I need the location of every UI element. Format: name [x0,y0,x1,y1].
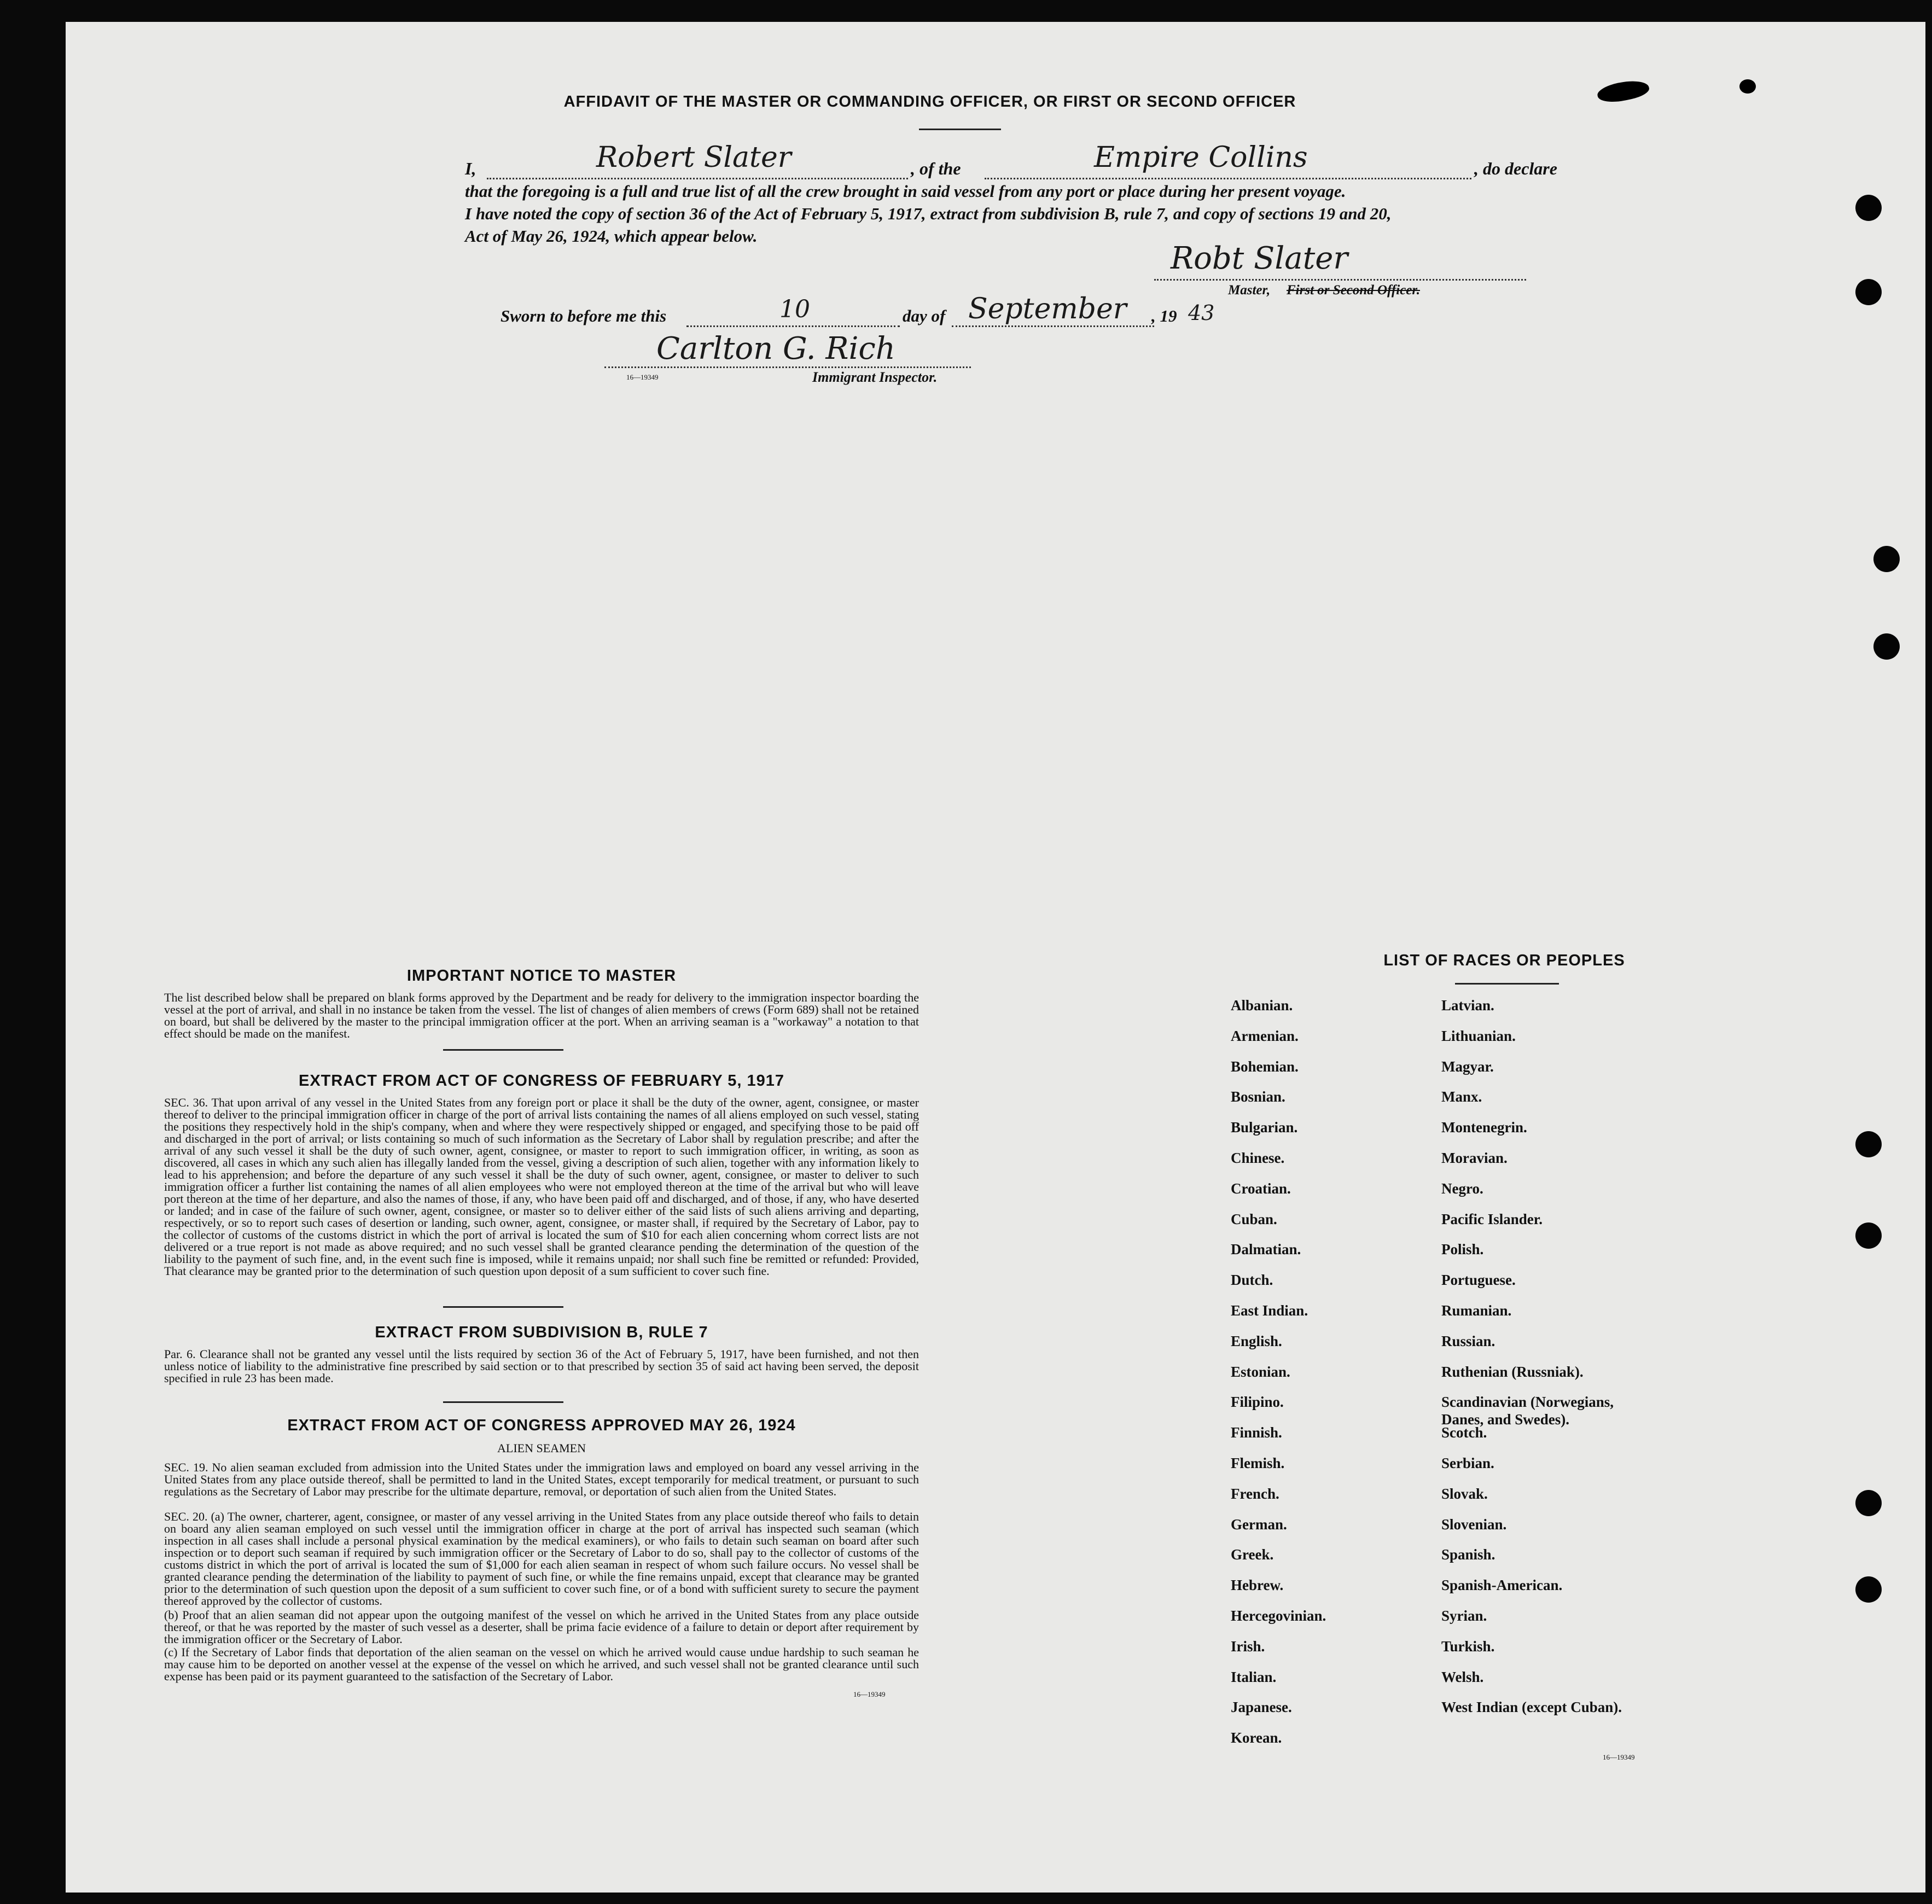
race-item: Serbian. [1441,1455,1494,1471]
notice-rule [443,1049,563,1051]
sec19-body: SEC. 19. No alien seaman excluded from admission into the United States under the immigration laws and employed on board any vessel arriving in the United States from any place outside thereof, shall be permitted to land in the United States, except temporarily for medical treatment, or pursuant to such regulations as the Secretary of Labor may prescribe for the ultimate departure, removal, or deportation of such alien from the United States. [164,1460,919,1498]
vessel-name-line [985,178,1471,179]
inspector-label: Immigrant Inspector. [812,369,938,385]
punch-hole [1855,1576,1882,1603]
race-item: Negro. [1441,1180,1483,1197]
race-item: Polish. [1441,1241,1484,1258]
punch-hole [1855,279,1882,305]
races-title: LIST OF RACES OR PEOPLES [1383,952,1625,969]
punch-hole [1873,633,1900,660]
sworn-month-line [952,325,1154,327]
sec20c-body: (c) If the Secretary of Labor finds that deportation of the alien seaman on the vessel on which he arrived would cause undue hardship to such seaman he may cause him to be deported on another vessel at the expense of the vessel on which he arrived, and such vessel shall not be granted clearance until such expense has been paid or its payment guaranteed to the satisfaction of the Secretary of Labor. [164,1645,919,1683]
races-rule [1455,983,1559,985]
race-item: Dalmatian. [1231,1241,1301,1258]
punch-hole [1855,1222,1882,1249]
master-signature-line [1154,279,1526,281]
master-name: Robert Slater [596,141,792,174]
race-item: Slovenian. [1441,1516,1507,1533]
punch-hole [1855,1490,1882,1516]
race-item: Pacific Islander. [1441,1210,1543,1227]
race-item: Bosnian. [1231,1088,1285,1105]
notice-body: The list described below shall be prepared on blank forms approved by the Department and be ready for delivery to the immigration inspector boarding the vessel at the port of arrival, and shall in no instance be taken from the vessel. The list of changes of alien members of crews (Form 689) shall not be retained on board, but shall be delivered by the master to the principal immigration officer at the port. When an arriving seaman is a "workaway" a notation to that effect should be made on the manifest. [164,991,919,1040]
inspector-signature-line [604,366,971,368]
extract-1917-title: EXTRACT FROM ACT OF CONGRESS OF FEBRUARY 5, 1917 [298,1072,785,1090]
sworn-year: 43 [1188,301,1215,325]
race-item: Scandinavian (Norwegians, [1441,1394,1614,1411]
ink-stain [1596,77,1651,106]
sworn-month: September [968,293,1127,325]
races-form-number: 16—19349 [1603,1753,1635,1761]
race-item: Turkish. [1441,1638,1495,1655]
race-item: West Indian (except Cuban). [1441,1699,1622,1716]
title-rule [919,129,1001,130]
race-item: Irish. [1231,1638,1265,1655]
sworn-label: Sworn to before me this [501,306,667,325]
race-item: Spanish. [1441,1546,1495,1563]
extract-1917-body: SEC. 36. That upon arrival of any vessel in the United States from any foreign port or place it shall be the duty of the owner, agent, consignee, or master thereof to deliver to the principal immigration officer in charge of the port of arrival lists containing the names of all aliens employed on such vessel, stating the positions they respectively hold in the ship's company, when and where they were respectively shipped or engaged, and specifying those to be paid off and discharged in the port of arrival; or lists containing so much of such information as the Secretary of Labor shall by regulation prescribe; and after the arrival of any such vessel it shall be the duty of such owner, agent, consignee, or master to report to such immigration officer, in writing, as soon as discovered, all cases in which any such alien has illegally landed from the vessel, giving a description of such alien, together with any information likely to lead to his apprehension; and before the departure of any such vessel it shall be the duty of such owner, agent, consignee, or master to deliver to such immigration officer a further list containing the names of all alien employees who were not employed thereon at the time of the arrival but who will leave port thereon at the time of her departure, and also the names of those, if any, who have been paid off and discharged, and of those, if any, who have deserted or landed; and in case of the failure of such owner, agent, consignee, or master so to deliver either of the said lists of such aliens arriving and departing, respectively, or so to report such cases of desertion or landing, such owner, agent, consignee, or master shall, if required by the Secretary of Labor, pay to the collector of customs of the customs district in which the port of arrival is located the sum of $10 for each alien concerning whom correct lists are not delivered or a true report is not made as above required; and no such vessel shall be granted clearance pending the determination of the question of the liability to the payment of such fine, and, in the event such fine is imposed, while it remains unpaid; nor shall such fine be remitted or refunded: Provided, That clearance may be granted prior to the determination of such question upon deposit of a sum sufficient to cover such fine. [164,1096,919,1278]
extract-form-number: 16—19349 [853,1690,886,1698]
race-item: Estonian. [1231,1363,1290,1380]
race-item: Hebrew. [1231,1577,1284,1594]
race-item: Chinese. [1231,1150,1285,1166]
sec20b-body: (b) Proof that an alien seaman did not appear upon the outgoing manifest of the vessel on which he arrived in the United States from any place outside thereof, or that he was reported by the master of such vessel as a deserter, shall be prima facie evidence of a failure to detain or deport after requirement by the immigration officer or the Secretary of Labor. [164,1608,919,1646]
race-item: Cuban. [1231,1210,1277,1227]
race-item: Welsh. [1441,1668,1484,1685]
race-item: Flemish. [1231,1455,1285,1471]
race-item: Dutch. [1231,1272,1273,1289]
do-declare-label: , do declare [1474,159,1557,178]
race-item: Slovak. [1441,1485,1488,1502]
race-item: Danes, and Swedes). [1441,1411,1570,1428]
of-the-label: , of the [911,159,961,178]
race-item: Japanese. [1231,1699,1292,1716]
race-item: Lithuanian. [1441,1027,1516,1044]
punch-hole [1855,195,1882,221]
race-item: Manx. [1441,1088,1482,1105]
affidavit-line-2: that the foregoing is a full and true list of all the crew brought in said vessel from any port or place during her present voyage. [465,182,1346,201]
alien-seamen-subtitle: ALIEN SEAMEN [497,1441,586,1455]
sworn-day: 10 [779,295,810,323]
race-item: Bohemian. [1231,1058,1299,1075]
year-prefix: , 19 [1151,306,1177,325]
race-item: Portuguese. [1441,1272,1516,1289]
race-item: Korean. [1231,1730,1282,1746]
race-item: Armenian. [1231,1027,1299,1044]
notice-title: IMPORTANT NOTICE TO MASTER [406,967,677,985]
race-item: Latvian. [1441,997,1494,1014]
race-item: English. [1231,1332,1282,1349]
race-item: Filipino. [1231,1394,1284,1411]
master-name-line [487,178,908,179]
day-of-label: day of [903,306,946,325]
affidavit-form-number: 16—19349 [626,373,659,381]
affidavit-title: AFFIDAVIT OF THE MASTER OR COMMANDING OFFICER, OR FIRST OR SECOND OFFICER [563,93,1296,110]
sec20a-body: SEC. 20. (a) The owner, charterer, agent, consignee, or master of any vessel arriving in the United States from any place outside thereof who fails to detain on board any alien seaman employed on such vessel until the immigration officer in charge at the port of arrival has inspected such seaman (which inspection in all cases shall include a personal physical examination by the medical examiners), or who fails to detain such seaman on board after such inspection or to deport such seaman if required by such immigration officer or the Secretary of Labor to do so, shall pay to the collector of customs of the customs district in which the port of arrival is located the sum of $1,000 for each alien seaman in respect of whom such failure occurs. No vessel shall be granted clearance pending the determination of the liability to payment of such fine, or while the fine remains unpaid, except that clearance may be granted prior to the determination of such question upon the deposit of a sum sufficient to cover such fine, or of a bond with sufficient surety to secure the payment thereof approved by the collector of customs. [164,1510,919,1608]
master-signature: Robt Slater [1171,241,1348,276]
vessel-name: Empire Collins [1094,141,1308,174]
race-item: Scotch. [1441,1424,1487,1441]
rule7-title: EXTRACT FROM SUBDIVISION B, RULE 7 [375,1324,708,1341]
race-item: Russian. [1441,1332,1495,1349]
race-item: Magyar. [1441,1058,1494,1075]
rule7-body: Par. 6. Clearance shall not be granted any vessel until the lists required by section 36 of the Act of February 5, 1917, have been furnished, and not then unless notice of liability to the administrative fine prescribed by said section or to that prescribed by section 35 of said act having been served, the deposit specified in rule 23 has been made. [164,1347,919,1385]
race-item: Croatian. [1231,1180,1291,1197]
race-item: Albanian. [1231,997,1293,1014]
race-item: Rumanian. [1441,1302,1512,1319]
i-label: I, [465,159,476,178]
race-item: Hercegovinian. [1231,1608,1326,1624]
race-item: Greek. [1231,1546,1274,1563]
extract-1917-rule [443,1306,563,1308]
master-label: Master, [1228,283,1271,298]
race-item: Montenegrin. [1441,1119,1527,1136]
race-item: German. [1231,1516,1287,1533]
form-page [66,22,1925,1893]
rule7-rule [443,1401,563,1403]
race-item: Italian. [1231,1668,1277,1685]
struck-officer-label: First or Second Officer. [1287,283,1420,298]
race-item: Finnish. [1231,1424,1282,1441]
race-item: Spanish-American. [1441,1577,1563,1594]
race-item: Bulgarian. [1231,1119,1298,1136]
punch-hole [1855,1131,1882,1157]
race-item: Ruthenian (Russniak). [1441,1363,1584,1380]
race-item: Moravian. [1441,1150,1508,1166]
inspector-signature: Carlton G. Rich [656,331,895,366]
affidavit-line-3: I have noted the copy of section 36 of the Act of February 5, 1917, extract from subdivision B, rule 7, and copy of sections 19 and 20, [465,204,1392,223]
race-item: French. [1231,1485,1279,1502]
ink-dot [1739,79,1756,94]
extract-1924-title: EXTRACT FROM ACT OF CONGRESS APPROVED MAY 26, 1924 [287,1417,796,1434]
race-item: Syrian. [1441,1608,1487,1624]
affidavit-line-4: Act of May 26, 1924, which appear below. [465,226,758,246]
sworn-day-line [686,325,900,327]
punch-hole [1873,546,1900,572]
race-item: East Indian. [1231,1302,1308,1319]
